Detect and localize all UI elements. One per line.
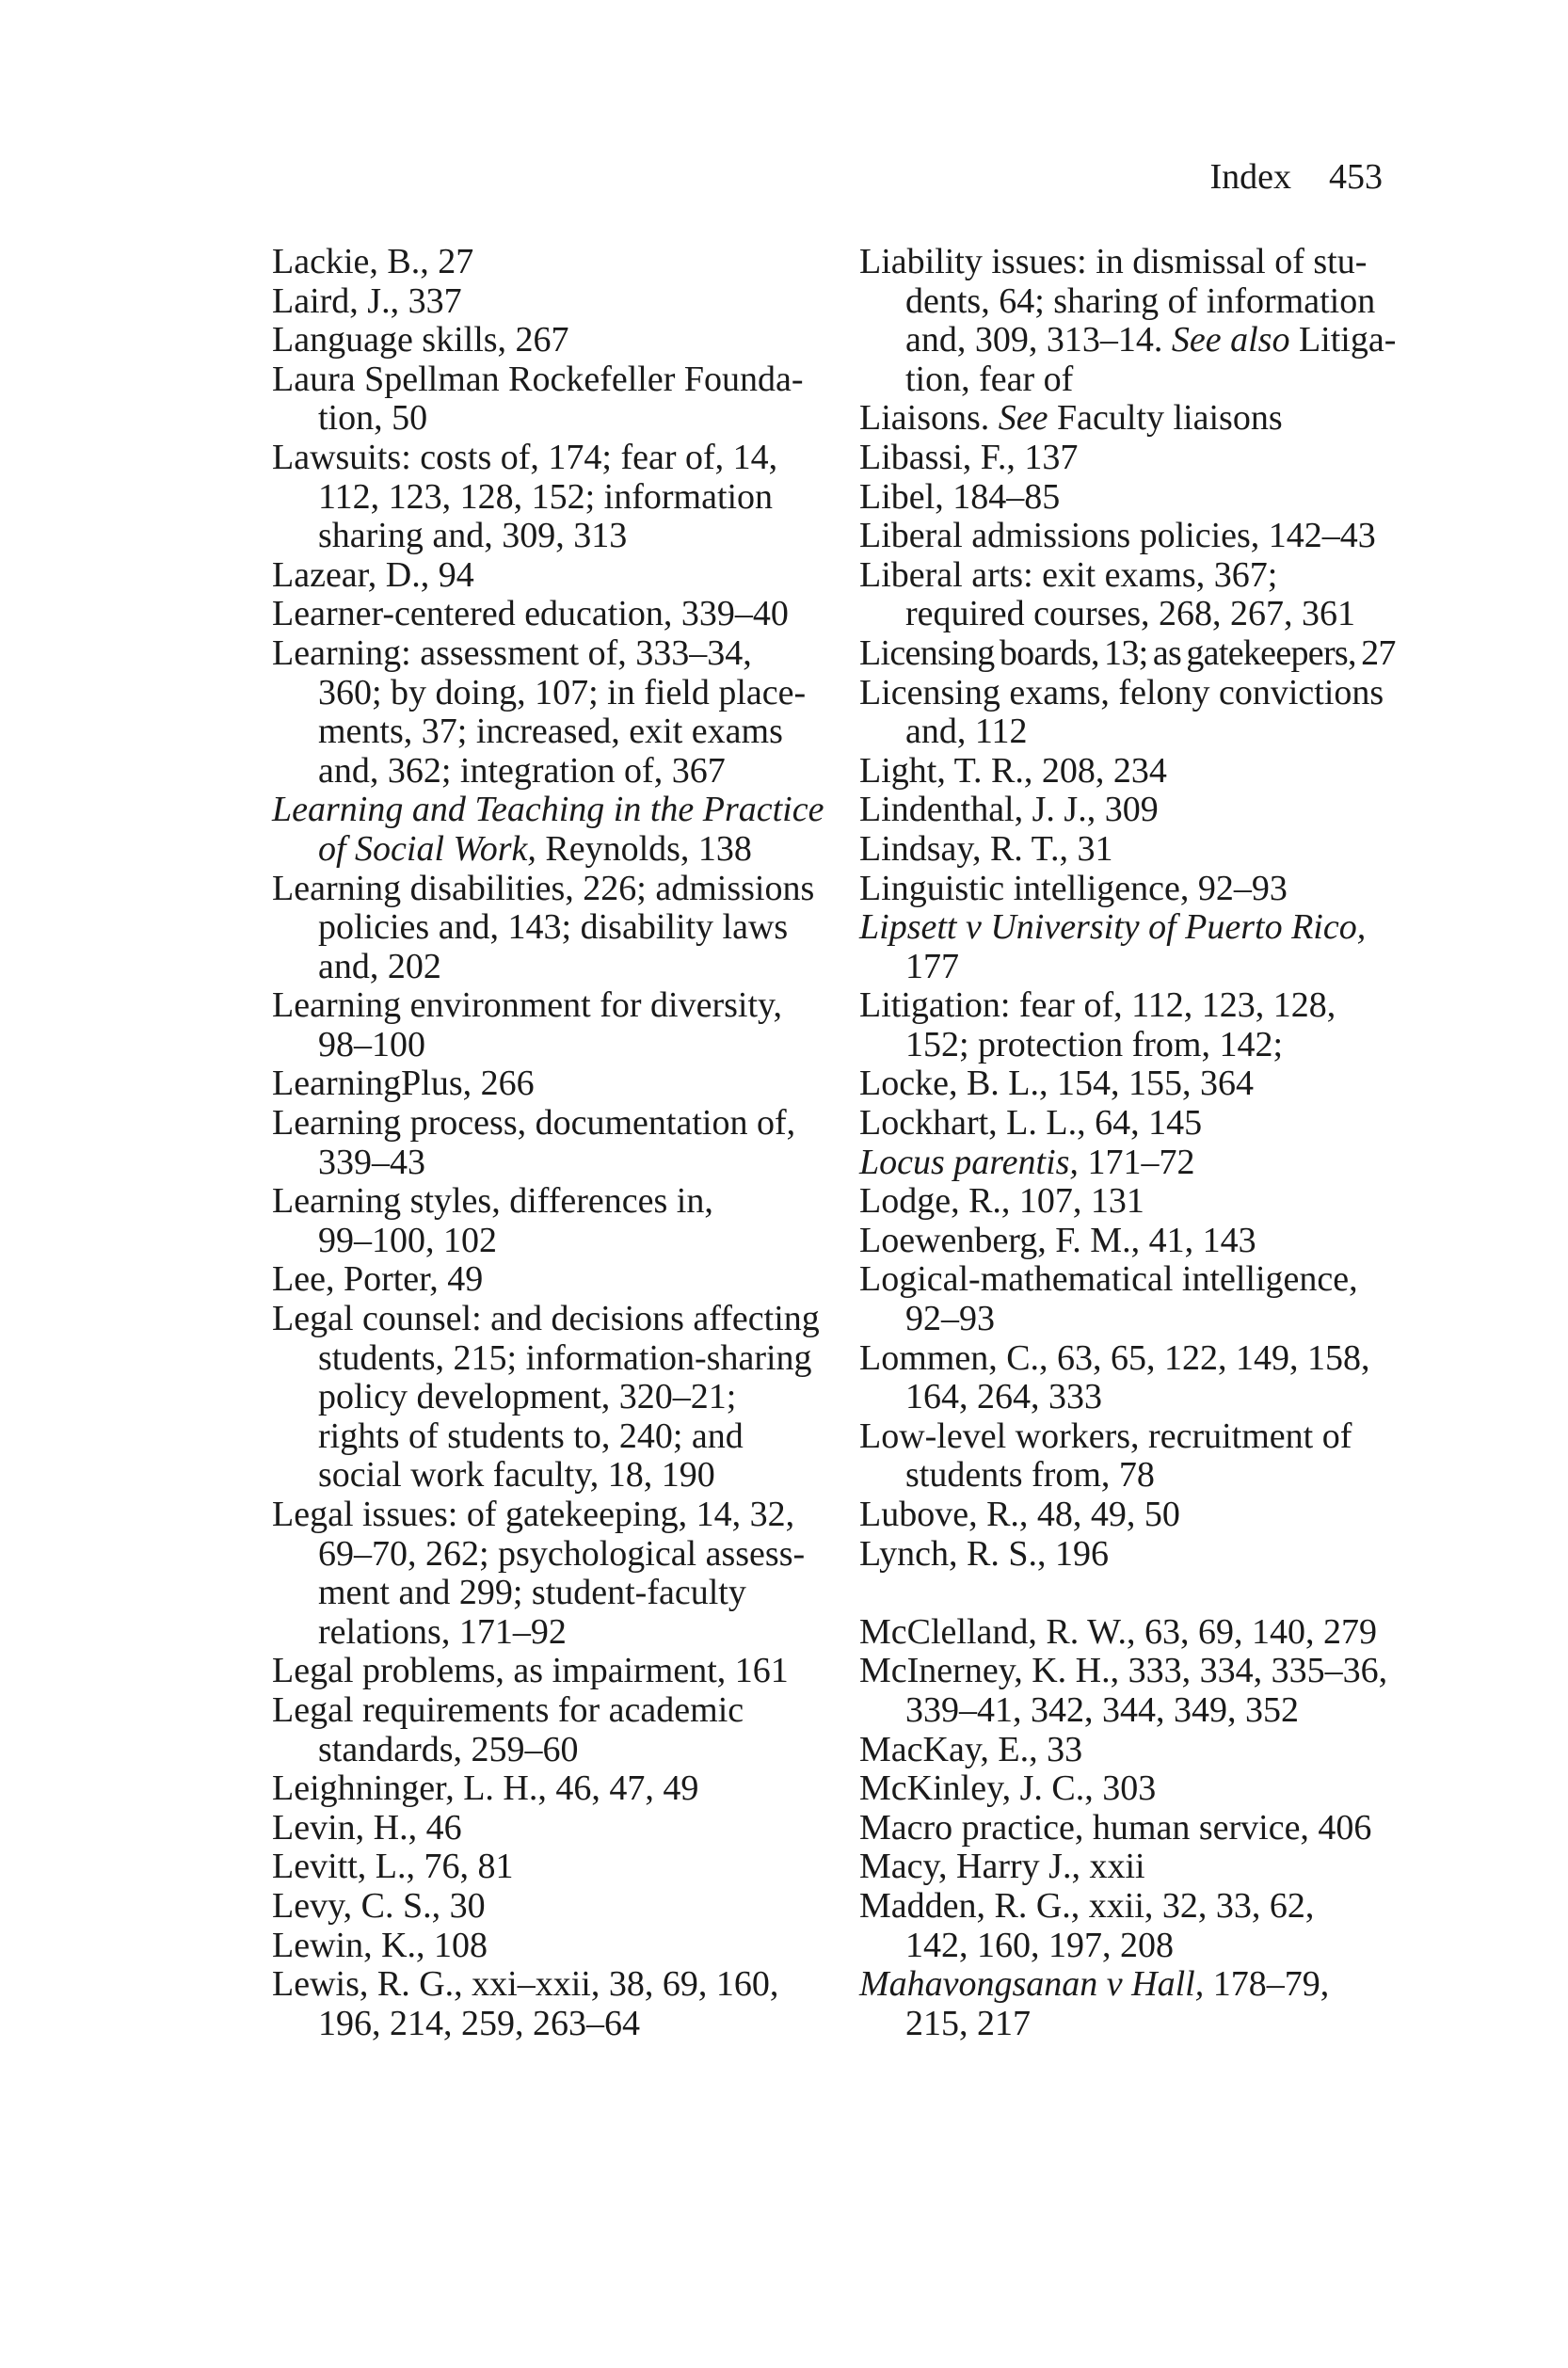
index-line: [272, 830, 813, 870]
index-line: [272, 986, 813, 1026]
index-line-text-segment: ment and 299; student-faculty: [318, 1573, 746, 1613]
index-line-text-segment: Lee, Porter, 49: [272, 1259, 484, 1300]
index-line-text-segment: Laura Spellman Rockefeller Founda-: [272, 359, 804, 399]
index-line: [859, 634, 1400, 674]
index-line-text-segment: Lackie, B., 27: [272, 242, 474, 281]
index-line-text-segment: Lommen, C., 63, 65, 122, 149, 158,: [859, 1337, 1370, 1378]
index-line: [272, 1927, 813, 1966]
index-line-text-segment: MacKay, E., 33: [859, 1729, 1083, 1769]
index-line: [859, 478, 1400, 518]
index-line-text-segment: Learning environment for diversity,: [272, 985, 783, 1026]
index-line-text-segment: 152; protection from, 142;: [905, 1024, 1284, 1064]
index-line: [272, 243, 813, 282]
index-line-text-segment: Legal issues: of gatekeeping, 14, 32,: [272, 1495, 795, 1534]
index-line: [859, 1691, 1400, 1731]
index-line: [272, 712, 813, 752]
index-line-text-segment: McInerney, K. H., 333, 334, 335–36,: [859, 1651, 1388, 1691]
index-line: [272, 1299, 820, 1339]
index-line: [859, 1064, 1400, 1104]
index-line: [859, 1104, 1400, 1144]
index-line-text-segment: Macro practice, human service, 406: [859, 1807, 1372, 1848]
running-head-title: Index: [1209, 157, 1291, 197]
index-line: [272, 1809, 813, 1848]
index-line-text-segment: Licensing boards, 13; as gatekeepers, 27: [859, 632, 1396, 673]
index-line-text-segment: Learning disabilities, 226; admissions: [272, 868, 815, 908]
index-line: [272, 1496, 813, 1535]
index-line-text-segment: Levy, C. S., 30: [272, 1885, 486, 1926]
index-line-text-segment: policies and, 143; disability laws: [318, 907, 789, 948]
index-line-text-segment: Lewin, K., 108: [272, 1925, 488, 1965]
index-line: [272, 1222, 813, 1261]
index-line: [272, 1652, 813, 1691]
index-line-text-segment: Liberal admissions policies, 142–43: [859, 516, 1376, 556]
index-column-right: [859, 243, 1400, 2043]
index-line-text-segment: McClelland, R. W., 63, 69, 140, 279: [859, 1611, 1377, 1652]
index-line-text-segment: Libel, 184–85: [859, 476, 1061, 517]
index-line-text-segment: Faculty liaisons: [1048, 398, 1283, 439]
index-line: [272, 870, 813, 909]
index-line: [859, 243, 1400, 282]
index-line: [859, 517, 1400, 556]
index-line-text-segment: 171–72: [1078, 1142, 1195, 1182]
index-line-text-segment: Liability issues: in dismissal of stu-: [859, 242, 1368, 281]
index-line-text-segment: Lindenthal, J. J., 309: [859, 790, 1159, 830]
index-line: [272, 2005, 813, 2044]
index-line: [272, 556, 813, 596]
index-line-text-segment: Madden, R. G., xxii, 32, 33, 62,: [859, 1885, 1315, 1926]
index-line: [859, 439, 1400, 478]
index-line: [859, 321, 1400, 360]
index-line-text-segment: Linguistic intelligence, 92–93: [859, 868, 1288, 908]
index-line-text-segment: social work faculty, 18, 190: [318, 1455, 715, 1496]
index-line-italic-segment: Lipsett v University of Puerto Rico,: [859, 907, 1367, 948]
index-line-text-segment: Learning process, documentation of,: [272, 1103, 796, 1144]
index-line: [272, 1260, 813, 1300]
index-line-text-segment: Low-level workers, recruitment of: [859, 1416, 1352, 1456]
index-line: [272, 517, 813, 556]
index-line: [272, 478, 813, 518]
index-line: [272, 1769, 813, 1809]
index-line: [859, 1848, 1400, 1887]
page-number: 453: [1329, 157, 1383, 197]
index-line-text-segment: Lubove, R., 48, 49, 50: [859, 1495, 1180, 1534]
index-line-text-segment: 92–93: [905, 1299, 995, 1339]
index-line: [859, 282, 1400, 322]
index-line: [272, 399, 813, 439]
index-line: [272, 1182, 813, 1222]
index-line-text-segment: ments, 37; increased, exit exams: [318, 712, 783, 752]
index-line-text-segment: Language skills, 267: [272, 320, 569, 360]
index-line-italic-segment: See: [998, 398, 1048, 439]
index-line-italic-segment: Learning and Teaching in the Practice: [272, 790, 824, 830]
index-line-text-segment: Lodge, R., 107, 131: [859, 1181, 1144, 1222]
index-line-text-segment: 339–41, 342, 344, 349, 352: [905, 1689, 1299, 1730]
blank-line: [859, 1574, 1400, 1613]
index-line-text-segment: 142, 160, 197, 208: [905, 1925, 1174, 1965]
index-line-text-segment: Macy, Harry J., xxii: [859, 1847, 1145, 1887]
index-line: [859, 1731, 1400, 1770]
index-line: [859, 908, 1400, 948]
index-line-text-segment: 98–100: [318, 1024, 425, 1064]
index-line-text-segment: Lawsuits: costs of, 174; fear of, 14,: [272, 437, 778, 477]
index-line: [272, 1691, 813, 1731]
index-line-italic-segment: of Social Work,: [318, 828, 536, 869]
index-line-text-segment: Lewis, R. G., xxi–xxii, 38, 69, 160,: [272, 1964, 779, 2005]
index-line: [859, 1378, 1400, 1417]
index-line: [859, 1965, 1400, 2005]
index-line: [859, 986, 1400, 1026]
index-line-text-segment: 360; by doing, 107; in field place-: [318, 672, 807, 712]
index-line: [272, 1339, 813, 1379]
index-line: [272, 1144, 813, 1183]
index-line: [272, 1731, 813, 1770]
index-line: [859, 556, 1400, 596]
index-line-text-segment: Lockhart, L. L., 64, 145: [859, 1103, 1203, 1144]
index-line-text-segment: and, 309, 313–14.: [905, 320, 1172, 360]
index-line: [859, 1182, 1400, 1222]
index-line: [272, 908, 813, 948]
index-line: [859, 1809, 1400, 1848]
index-line-text-segment: policy development, 320–21;: [318, 1377, 737, 1417]
index-line: [859, 2005, 1400, 2044]
index-line: [272, 1848, 813, 1887]
index-line: [272, 360, 813, 400]
index-line: [859, 674, 1400, 713]
index-line: [272, 1613, 813, 1653]
index-line-text-segment: Litiga-: [1289, 320, 1397, 360]
index-line: [272, 1887, 813, 1927]
index-line: [859, 1300, 1400, 1339]
index-line: [272, 1064, 813, 1104]
index-line-text-segment: Logical-mathematical intelligence,: [859, 1259, 1358, 1300]
index-line-text-segment: and, 112: [905, 712, 1028, 752]
index-line-text-segment: standards, 259–60: [318, 1729, 579, 1769]
index-line-text-segment: 99–100, 102: [318, 1220, 497, 1260]
index-line-text-segment: Legal problems, as impairment, 161: [272, 1651, 789, 1691]
index-line: [272, 595, 813, 634]
index-line-text-segment: 339–43: [318, 1142, 425, 1182]
index-line-text-segment: required courses, 268, 267, 361: [905, 594, 1356, 634]
index-line: [859, 830, 1400, 870]
index-line-text-segment: 112, 123, 128, 152; information: [318, 476, 774, 517]
index-line-text-segment: Levitt, L., 76, 81: [272, 1847, 514, 1887]
index-line-text-segment: Leighninger, L. H., 46, 47, 49: [272, 1768, 699, 1809]
index-line: [859, 1496, 1400, 1535]
index-line-text-segment: 215, 217: [905, 2003, 1031, 2043]
index-line: [272, 790, 824, 830]
index-line: [859, 791, 1400, 830]
index-line: [272, 439, 813, 478]
index-line-text-segment: students from, 78: [905, 1455, 1155, 1496]
index-line: [859, 595, 1400, 634]
index-line: [272, 1104, 813, 1144]
index-line: [272, 1965, 813, 2005]
index-line: [859, 360, 1400, 400]
index-line-text-segment: 196, 214, 259, 263–64: [318, 2003, 640, 2043]
index-line: [272, 282, 813, 322]
index-line: [272, 1574, 813, 1613]
index-line-text-segment: rights of students to, 240; and: [318, 1416, 744, 1456]
index-line-text-segment: McKinley, J. C., 303: [859, 1768, 1157, 1809]
index-line: [859, 1456, 1400, 1496]
index-line-text-segment: Reynolds, 138: [536, 828, 752, 869]
index-line: [859, 399, 1400, 439]
index-line-text-segment: Licensing exams, felony convictions: [859, 672, 1384, 712]
index-line-text-segment: Litigation: fear of, 112, 123, 128,: [859, 985, 1336, 1026]
index-line: [859, 1417, 1400, 1457]
index-line-italic-segment: Locus parentis,: [859, 1142, 1079, 1182]
running-head: [1209, 158, 1383, 198]
index-line: [272, 674, 813, 713]
index-line: [272, 948, 813, 987]
index-line: [272, 752, 813, 792]
index-line-text-segment: Lindsay, R. T., 31: [859, 828, 1113, 869]
index-line: [859, 1769, 1400, 1809]
index-line: [859, 1613, 1400, 1653]
index-line: [859, 1339, 1400, 1379]
index-line: [859, 1026, 1400, 1065]
index-line: [859, 712, 1400, 752]
index-line: [859, 1887, 1400, 1927]
index-line-text-segment: Locke, B. L., 154, 155, 364: [859, 1064, 1255, 1104]
index-line: [272, 1417, 813, 1457]
index-line-text-segment: Light, T. R., 208, 234: [859, 750, 1167, 791]
index-line-text-segment: Legal counsel: and decisions affecting: [272, 1299, 820, 1339]
index-line-text-segment: Loewenberg, F. M., 41, 143: [859, 1220, 1256, 1260]
index-line-text-segment: Levin, H., 46: [272, 1807, 462, 1848]
index-line: [859, 1652, 1400, 1691]
index-line-italic-segment: Mahavongsanan v Hall,: [859, 1964, 1205, 2005]
index-line-text-segment: and, 202: [318, 946, 441, 986]
index-line: [859, 1535, 1400, 1575]
index-line-text-segment: Learner-centered education, 339–40: [272, 594, 789, 634]
index-line: [272, 1456, 813, 1496]
index-line-text-segment: Learning: assessment of, 333–34,: [272, 632, 752, 673]
index-line-text-segment: 177: [905, 946, 959, 986]
index-line-text-segment: 69–70, 262; psychological assess-: [318, 1533, 806, 1574]
index-line: [859, 870, 1400, 909]
index-line: [272, 1378, 813, 1417]
index-line-text-segment: students, 215; information-sharing: [318, 1337, 812, 1378]
index-line: [859, 948, 1400, 987]
index-line: [272, 1535, 813, 1575]
index-line-text-segment: tion, 50: [318, 398, 428, 439]
index-line: [272, 1026, 813, 1065]
index-line-text-segment: Laird, J., 337: [272, 280, 462, 321]
index-line-text-segment: tion, fear of: [905, 359, 1074, 399]
index-line: [859, 1927, 1400, 1966]
index-line-text-segment: Learning styles, differences in,: [272, 1181, 713, 1222]
index-line-text-segment: Liaisons.: [859, 398, 999, 439]
index-line-text-segment: Liberal arts: exit exams, 367;: [859, 554, 1278, 595]
index-line-text-segment: LearningPlus, 266: [272, 1064, 535, 1104]
index-line: [859, 1260, 1400, 1300]
index-line-text-segment: and, 362; integration of, 367: [318, 750, 726, 791]
index-line: [272, 634, 813, 674]
index-line: [859, 1144, 1400, 1183]
index-line: [272, 321, 813, 360]
index-line-text-segment: relations, 171–92: [318, 1611, 567, 1652]
index-line-italic-segment: See also: [1171, 320, 1290, 360]
index-column-left: [272, 242, 824, 2043]
index-line-text-segment: 164, 264, 333: [905, 1377, 1102, 1417]
index-line-text-segment: sharing and, 309, 313: [318, 516, 628, 556]
index-line: [859, 752, 1400, 792]
index-line-text-segment: Legal requirements for academic: [272, 1689, 744, 1730]
index-line-text-segment: Libassi, F., 137: [859, 437, 1079, 477]
index-line-text-segment: Lazear, D., 94: [272, 554, 474, 595]
index-line: [859, 1222, 1400, 1261]
index-line-text-segment: Lynch, R. S., 196: [859, 1533, 1109, 1574]
index-line-text-segment: dents, 64; sharing of information: [905, 280, 1376, 321]
index-line-text-segment: 178–79,: [1204, 1964, 1330, 2005]
